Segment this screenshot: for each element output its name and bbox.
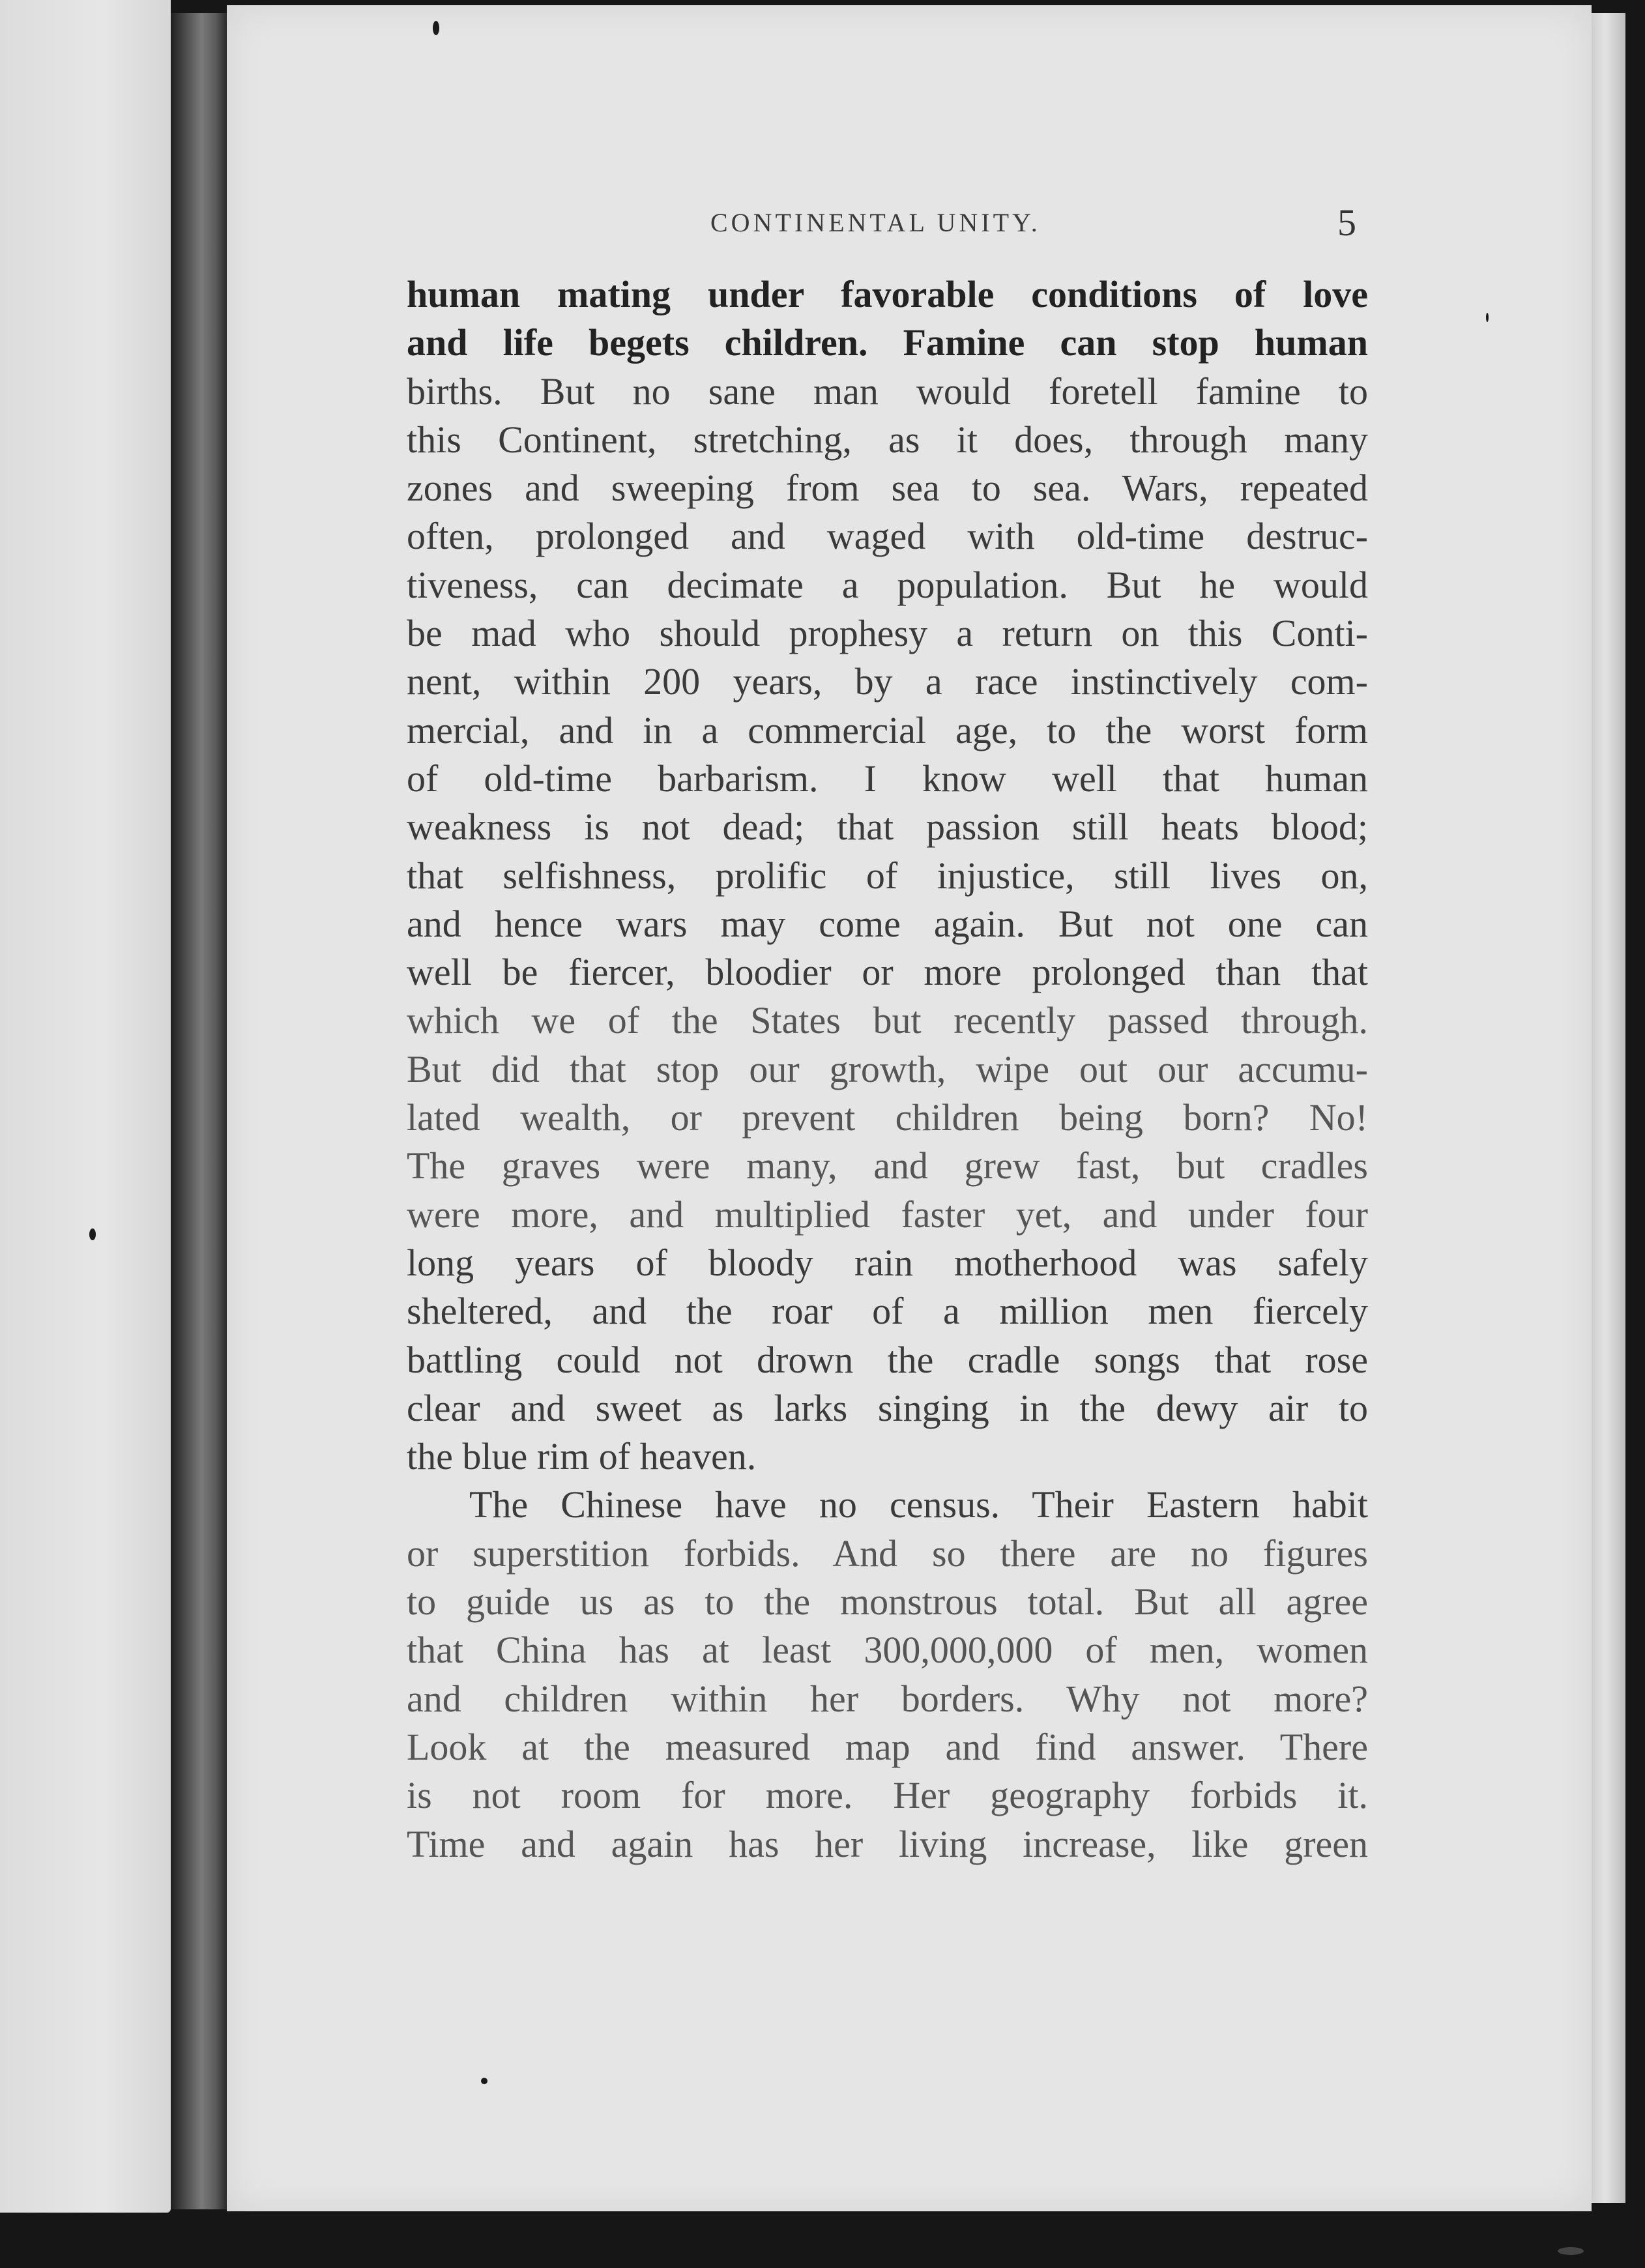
- scan-speck: [1558, 2247, 1584, 2255]
- scan-speck: [481, 2078, 488, 2084]
- text-line: The Chinese have no census. Their Eastern habit: [469, 1483, 1368, 1526]
- text-line: well be fiercer, bloodier or more prolonged than that: [407, 951, 1368, 994]
- text-line: lated wealth, or prevent children being born? No!: [407, 1096, 1368, 1139]
- text-line: often, prolonged and waged with old-time destruc-: [407, 515, 1368, 558]
- text-line: were more, and multiplied faster yet, and under four: [407, 1193, 1368, 1236]
- text-line: battling could not drown the cradle songs that rose: [407, 1338, 1368, 1381]
- scan-speck: [433, 21, 439, 35]
- text-line: But did that stop our growth, wipe out our accumu-: [407, 1047, 1368, 1090]
- text-line: tiveness, can decimate a population. But he would: [407, 563, 1368, 606]
- text-line: weakness is not dead; that passion still heats blood;: [407, 806, 1368, 849]
- previous-page-edge: [0, 0, 171, 2213]
- text-line: that selfishness, prolific of injustice, still lives on,: [407, 854, 1368, 897]
- text-line: clear and sweet as larks singing in the dewy air to: [407, 1386, 1368, 1429]
- scan-speck: [1486, 313, 1489, 322]
- text-line: which we of the States but recently passed through.: [407, 999, 1368, 1042]
- text-line: and hence wars may come again. But not one can: [407, 902, 1368, 945]
- text-line: that China has at least 300,000,000 of men, women: [407, 1629, 1368, 1672]
- running-head: CONTINENTAL UNITY.: [710, 208, 1041, 237]
- text-line: to guide us as to the monstrous total. But all agree: [407, 1580, 1368, 1623]
- body-text: [407, 270, 1368, 1868]
- text-line: mercial, and in a commercial age, to the worst form: [407, 708, 1368, 751]
- text-line: be mad who should prophesy a return on this Conti-: [407, 612, 1368, 655]
- text-line: births. But no sane man would foretell famine to: [407, 370, 1368, 413]
- text-line: long years of bloody rain motherhood was safely: [407, 1241, 1368, 1284]
- text-line: nent, within 200 years, by a race instinctively com-: [407, 660, 1368, 703]
- page-number: 5: [1337, 201, 1356, 244]
- book-gutter: [171, 13, 227, 2209]
- text-line: Look at the measured map and find answer. There: [407, 1725, 1368, 1768]
- text-line: or superstition forbids. And so there are no figures: [407, 1532, 1368, 1575]
- text-line: and children within her borders. Why not more?: [407, 1677, 1368, 1720]
- text-line: human mating under favorable conditions of love: [407, 273, 1368, 315]
- text-line: and life begets children. Famine can stop human: [407, 321, 1368, 364]
- text-line: Time and again has her living increase, like green: [407, 1822, 1368, 1865]
- page-stack-edge: [1592, 13, 1625, 2203]
- text-line: this Continent, stretching, as it does, through many: [407, 418, 1368, 461]
- text-line: The graves were many, and grew fast, but cradles: [407, 1144, 1368, 1187]
- text-line: is not room for more. Her geography forbids it.: [407, 1774, 1368, 1817]
- text-line: of old-time barbarism. I know well that human: [407, 757, 1368, 800]
- scan-speck: [89, 1228, 96, 1240]
- text-line: zones and sweeping from sea to sea. Wars, repeated: [407, 467, 1368, 510]
- text-line: the blue rim of heaven.: [407, 1435, 757, 1478]
- text-line: sheltered, and the roar of a million men fiercely: [407, 1290, 1368, 1333]
